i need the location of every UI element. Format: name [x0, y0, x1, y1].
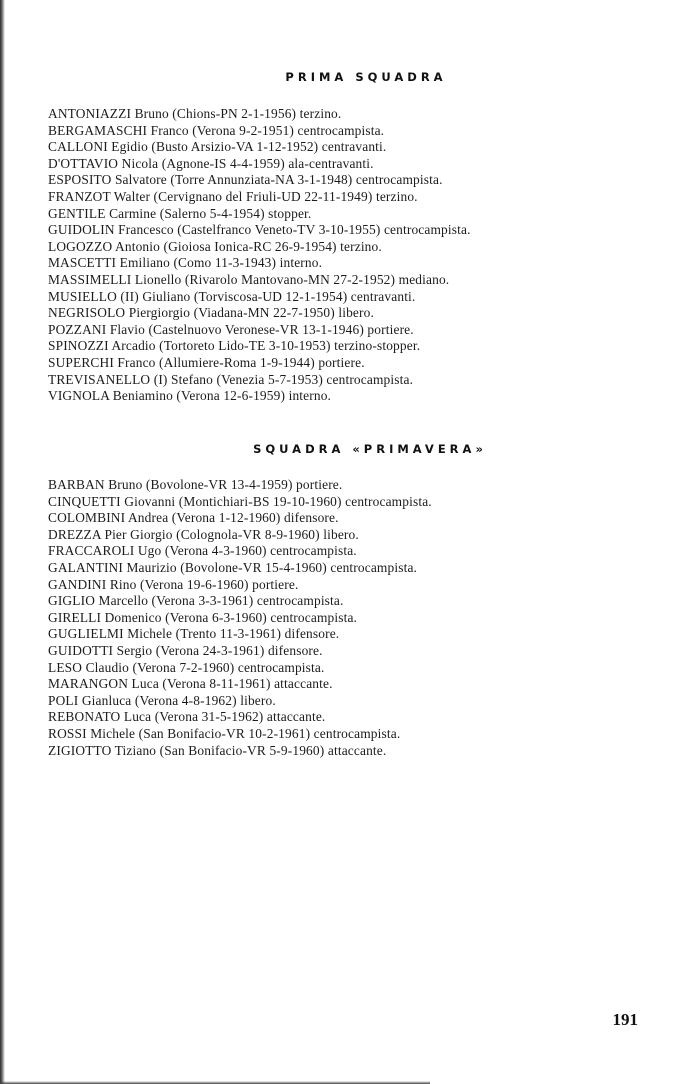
- roster-entry: GANDINI Rino (Verona 19-6-1960) portiere.: [48, 576, 299, 592]
- roster-entry: SPINOZZI Arcadio (Tortoreto Lido-TE 3-10-1953) terzino-stopper.: [48, 338, 421, 354]
- roster-entry: GUIDOLIN Francesco (Castelfranco Veneto-TV 3-10-1955) centrocampista.: [48, 222, 471, 238]
- roster-entry: VIGNOLA Beniamino (Verona 12-6-1959) interno.: [48, 388, 332, 404]
- roster-entry: DREZZA Pier Giorgio (Colognola-VR 8-9-1960) libero.: [48, 526, 359, 542]
- roster-entry: NEGRISOLO Piergiorgio (Viadana-MN 22-7-1950) libero.: [48, 305, 374, 321]
- roster-entry: ANTONIAZZI Bruno (Chions-PN 2-1-1956) terzino.: [48, 106, 342, 121]
- roster-entry: CINQUETTI Giovanni (Montichiari-BS 19-10-1960) centrocampista.: [48, 493, 432, 509]
- roster-entry: CALLONI Egidio (Busto Arsizio-VA 1-12-1952) centravanti.: [48, 139, 387, 155]
- roster-entry: GUGLIELMI Michele (Trento 11-3-1961) difensore.: [48, 626, 340, 642]
- roster-entry: BERGAMASCHI Franco (Verona 9-2-1951) centrocampista.: [48, 122, 385, 138]
- roster-prima-squadra: [48, 106, 471, 405]
- roster-entry: ESPOSITO Salvatore (Torre Annunziata-NA 3-1-1948) centrocampista.: [48, 172, 443, 188]
- roster-entry: FRANZOT Walter (Cervignano del Friuli-UD 22-11-1949) terzino.: [48, 188, 418, 204]
- roster-squadra-primavera: [48, 477, 432, 759]
- roster-entry: LOGOZZO Antonio (Gioiosa Ionica-RC 26-9-1954) terzino.: [48, 238, 382, 254]
- roster-entry: MUSIELLO (II) Giuliano (Torviscosa-UD 12-1-1954) centravanti.: [48, 288, 416, 304]
- roster-entry: POZZANI Flavio (Castelnuovo Veronese-VR 13-1-1946) portiere.: [48, 321, 414, 337]
- roster-entry: GIRELLI Domenico (Verona 6-3-1960) centrocampista.: [48, 609, 358, 625]
- roster-entry: MARANGON Luca (Verona 8-11-1961) attaccante.: [48, 676, 333, 692]
- roster-entry: ZIGIOTTO Tiziano (San Bonifacio-VR 5-9-1960) attaccante.: [48, 742, 387, 758]
- section-heading-prima-squadra: PRIMA SQUADRA: [285, 70, 447, 84]
- section-heading-squadra-primavera: SQUADRA «PRIMAVERA»: [253, 442, 487, 456]
- page-number: 191: [612, 1010, 638, 1029]
- page-binding-edge: [0, 0, 5, 1084]
- roster-entry: GENTILE Carmine (Salerno 5-4-1954) stopper.: [48, 205, 312, 221]
- roster-entry: GALANTINI Maurizio (Bovolone-VR 15-4-1960) centrocampista.: [48, 559, 418, 575]
- roster-entry: BARBAN Bruno (Bovolone-VR 13-4-1959) portiere.: [48, 477, 343, 492]
- roster-entry: MASSIMELLI Lionello (Rivarolo Mantovano-MN 27-2-1952) mediano.: [48, 271, 450, 287]
- roster-entry: MASCETTI Emiliano (Como 11-3-1943) interno.: [48, 255, 323, 271]
- roster-entry: GUIDOTTI Sergio (Verona 24-3-1961) difensore.: [48, 642, 323, 658]
- roster-entry: D'OTTAVIO Nicola (Agnone-IS 4-4-1959) ala-centravanti.: [48, 155, 374, 171]
- roster-entry: LESO Claudio (Verona 7-2-1960) centrocampista.: [48, 659, 325, 675]
- roster-entry: REBONATO Luca (Verona 31-5-1962) attaccante.: [48, 709, 326, 725]
- roster-entry: SUPERCHI Franco (Allumiere-Roma 1-9-1944) portiere.: [48, 354, 365, 370]
- roster-entry: POLI Gianluca (Verona 4-8-1962) libero.: [48, 692, 276, 708]
- roster-entry: ROSSI Michele (San Bonifacio-VR 10-2-1961) centrocampista.: [48, 725, 401, 741]
- roster-entry: TREVISANELLO (I) Stefano (Venezia 5-7-1953) centrocampista.: [48, 371, 414, 387]
- roster-entry: COLOMBINI Andrea (Verona 1-12-1960) difensore.: [48, 510, 339, 526]
- roster-entry: FRACCAROLI Ugo (Verona 4-3-1960) centrocampista.: [48, 543, 357, 559]
- roster-entry: GIGLIO Marcello (Verona 3-3-1961) centrocampista.: [48, 593, 344, 609]
